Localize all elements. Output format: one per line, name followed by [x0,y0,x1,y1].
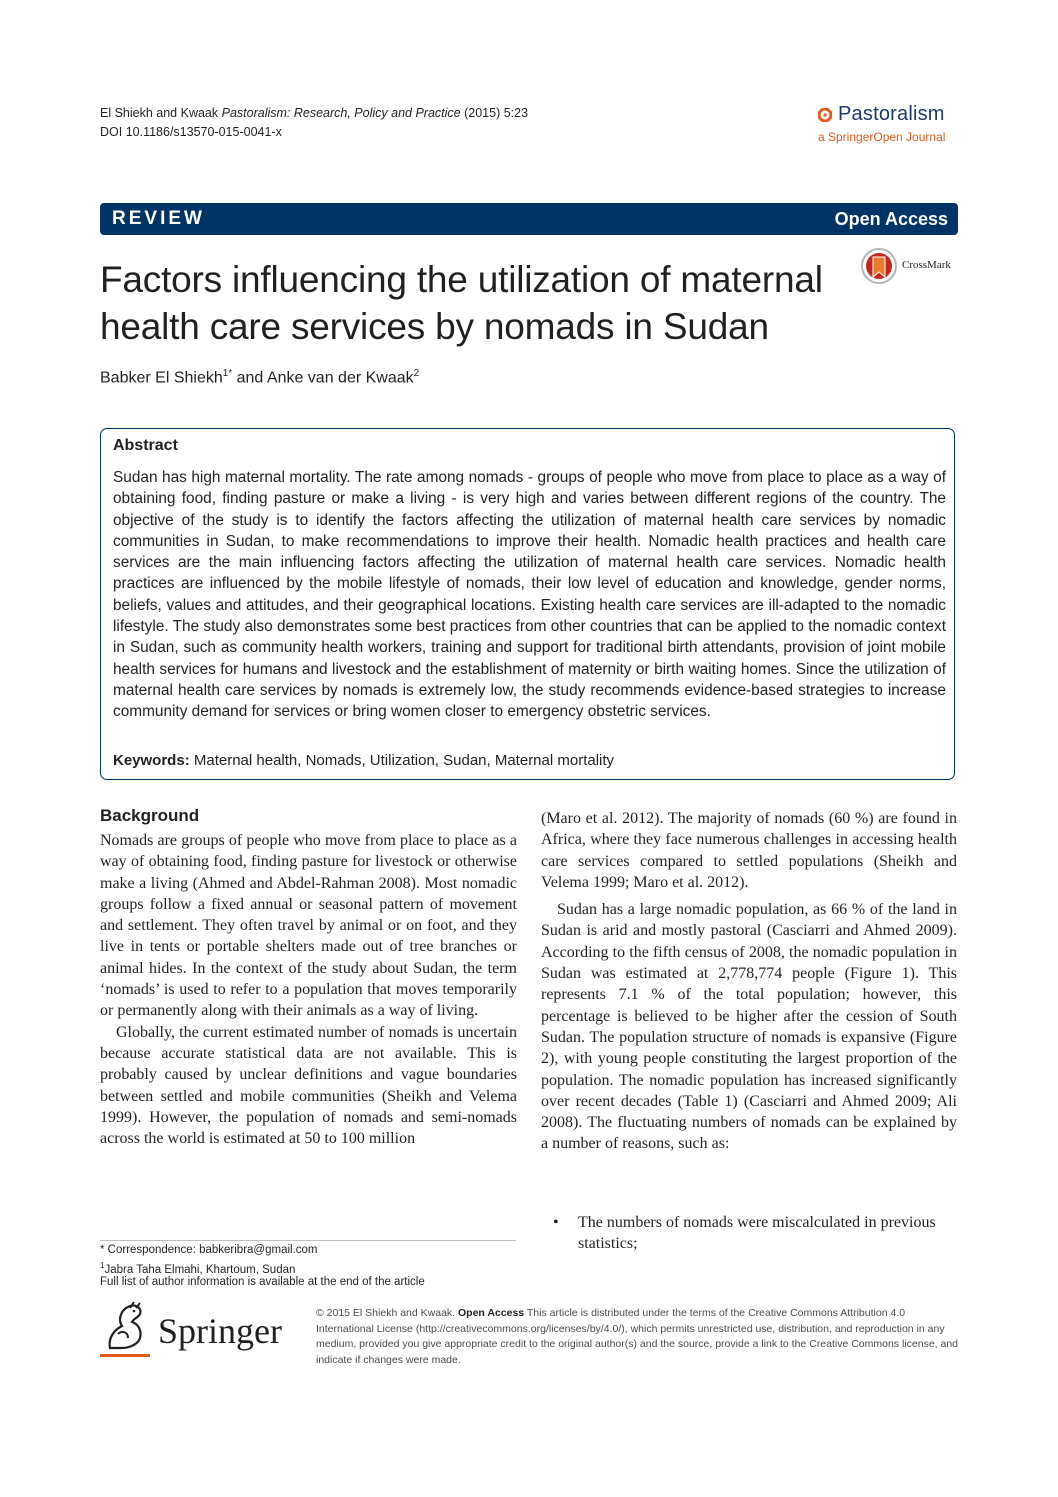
bullet-marker: • [553,1214,559,1231]
journal-logo [818,103,958,147]
abstract-text: Sudan has high maternal mortality. The rate among nomads - groups of people who move from place to place as a way of obtaining food, finding pasture or make a living - is very high and varies between different regions of the country. The objective of the study is to identify the factors affecting the utilization of maternal health care services by nomadic communities in Sudan, to make recommendations to improve their health. Nomadic health practices and health care services are the main influencing factors affecting the utilization of maternal health care services. Nomadic health practices are influenced by the mobile lifestyle of nomads, their low level of education and knowledge, gender norms, beliefs, values and attitudes, and their geographical locations. Existing health care services are ill-adapted to the nomadic lifestyle. The study also demonstrates some best practices from other countries that can be applied to the nomadic context in Sudan, such as community health workers, training and support for traditional birth attendants, provision of joint mobile health services for humans and livestock and the establishment of maternity or birth waiting homes. Since the utilization of maternal health care services by nomads is extremely low, the study recommends evidence-based strategies to increase community demand for services or bring women closer to emergency obstetric services. [113,469,946,721]
abstract-heading: Abstract [113,437,178,454]
keywords-label: Keywords: [113,752,190,769]
open-access-label: Open Access [834,209,948,229]
license-open-access: Open Access [458,1307,525,1319]
section-heading-background: Background [100,806,200,825]
doi[interactable]: DOI 10.1186/s13570-015-0041-x [100,125,282,139]
paragraph-left-2: Globally, the current estimated number of nomads is uncertain because accurate statistical data are not available. This is probably caused by unclear definitions and vague boundaries between settled and mobile communities (Sheikh and Velema 1999). However, the population of nomads and semi-nomads across the world is estimated at 50 to 100 million [100,1023,517,1148]
keywords [113,752,614,769]
journal-logo-title: Pastoralism [838,103,945,125]
paragraph-right-2: Sudan has a large nomadic population, as 66 % of the land in Sudan is arid and mostly pastoral (Casciarri and Ahmed 2009). According to the fifth census of 2008, the nomadic population in Sudan was estimated at 2,778,774 people (Figure 1). This represents 7.1 % of the total population; however, this percentage is believed to be higher after the cession of South Sudan. The population structure of nomads is expansive (Figure 2), with young people constituting the largest proportion of the population. The nomadic population has increased significantly over recent decades (Table 1) (Casciarri and Ahmed 2009; Ali 2008). The fluctuating numbers of nomads can be explained by a number of reasons, such as: [541,901,957,1153]
crossmark-badge[interactable] [860,247,960,285]
authors [100,368,419,387]
author-1[interactable]: Babker El Shiekh [100,369,223,387]
footnote-affiliation-sup: 1 [100,1261,105,1270]
journal-logo-subtitle: a SpringerOpen Journal [818,130,946,144]
author-separator[interactable]: and Anke van der Kwaak [232,369,414,387]
license-text: This article is distributed under the terms of the Creative Commons Attribution 4.0 International License (http://creativecommons.org/licenses/by/4.0/), which permits unrestricted use, distribution, and reproduction in any medium, provided you give appropriate credit to the original author(s) and the source, provide a link to the Creative Commons license, and indicate if changes were made. [316,1307,959,1366]
article-type-label: REVIEW [112,208,205,229]
keywords-list: Maternal health, Nomads, Utilization, Sudan, Maternal mortality [189,752,615,769]
author-2-affiliation: 2 [413,368,420,379]
springer-logo [100,1298,300,1358]
citation-line [100,104,528,123]
pastoralism-logo-icon [818,108,832,122]
license-copyright: © 2015 El Shiekh and Kwaak. [316,1307,456,1319]
footnote-correspondence[interactable]: * Correspondence: babkeribra@gmail.com [100,1244,318,1256]
article-type-banner [100,203,958,235]
footnote-divider [100,1240,516,1241]
body-column-right [541,808,957,1155]
article-title: Factors influencing the utilization of maternal health care services by nomads in Sudan [100,259,823,347]
abstract-box [100,428,955,780]
springer-horse-icon [100,1300,150,1354]
springer-wordmark: Springer [158,1311,282,1351]
author-1-affiliation: 1* [222,368,233,379]
springer-accent-bar [100,1354,150,1357]
paragraph-left-1: Nomads are groups of people who move from place to place as a way of obtaining food, finding pasture for livestock or otherwise make a living (Ahmed and Abdel-Rahman 2008). Most nomadic groups follow a fixed annual or seasonal pattern of movement and settlement. They often travel by animal or on foot, and they live in tents or portable shelters made out of tree branches or animal hides. In the context of the study about Sudan, the term ‘nomads’ is used to refer to a population that moves temporarily or permanently along with their animals as a way of living. [100,832,517,1020]
crossmark-label: CrossMark [902,259,951,271]
citation-journal: Pastoralism: Research, Policy and Practice [221,106,461,120]
citation [100,104,528,142]
paragraph-right-1: (Maro et al. 2012). The majority of nomads (60 %) are found in Africa, where they face numerous challenges in accessing health care services compared to settled populations (Sheikh and Velema 1999; Maro et al. 2012). [541,810,957,891]
body-column-left [100,830,517,1149]
crossmark-icon [860,247,898,285]
citation-year-volume: (2015) 5:23 [464,106,529,120]
citation-authors: El Shiekh and Kwaak [100,106,219,120]
license-statement [316,1306,958,1368]
footnote-full-list: Full list of author information is available at the end of the article [100,1276,425,1288]
footnote-affiliation-text: Jabra Taha Elmahi, Khartoum, Sudan [104,1263,296,1276]
bullet-item-1: The numbers of nomads were miscalculated in previous statistics; [578,1214,936,1253]
